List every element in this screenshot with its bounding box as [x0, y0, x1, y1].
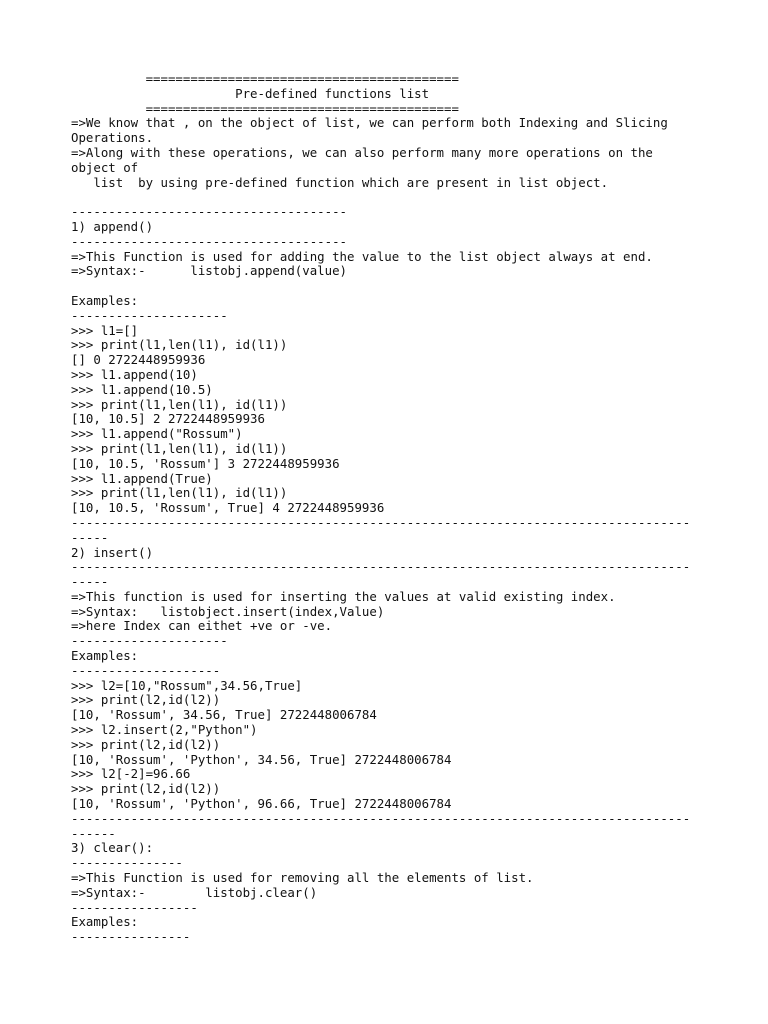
section-rule: ---------------: [71, 855, 183, 871]
examples-rule: ---------------------: [71, 307, 228, 323]
code-output: [10, 'Rossum', 34.56, True] 2722448006784: [71, 707, 377, 723]
section-rule: -----------------------------------------------------------------------------------: [71, 810, 691, 826]
examples-rule: -----------------: [71, 899, 198, 915]
code-output: [10, 10.5, 'Rossum'] 3 2722448959936: [71, 455, 340, 471]
description-text: =>This Function is used for removing all the elements of list.: [71, 870, 534, 886]
blank-line: [71, 279, 751, 294]
code-line: >>> l2.insert(2,"Python"): [71, 722, 258, 738]
section-rule: ------: [71, 825, 116, 841]
header-rule-top: ==========================================: [71, 71, 459, 86]
examples-rule: ----------------: [71, 929, 191, 945]
code-line: >>> print(l1,len(l1), id(l1)): [71, 337, 288, 353]
code-line: >>> l2=[10,"Rossum",34.56,True]: [71, 677, 303, 693]
description-text: =>here Index can eithet +ve or -ve.: [71, 618, 333, 634]
examples-rule: ---------------------: [71, 633, 228, 649]
code-line: >>> l1=[]: [71, 322, 139, 338]
examples-label: Examples:: [71, 292, 139, 308]
code-line: >>> l1.append(10.5): [71, 381, 213, 397]
intro-text: object of: [71, 159, 139, 175]
section-rule: -----------------------------------------------------------------------------------: [71, 559, 691, 575]
code-line: >>> print(l2,id(l2)): [71, 736, 221, 752]
code-line: >>> print(l1,len(l1), id(l1)): [71, 440, 288, 456]
code-line: >>> l1.append(10): [71, 366, 198, 382]
section-heading-append: 1) append(): [71, 218, 154, 234]
code-line: >>> l1.append(True): [71, 470, 213, 486]
header-rule-bottom: ==========================================: [71, 100, 459, 116]
intro-text: Operations.: [71, 130, 154, 146]
syntax-text: =>Syntax:- listobj.clear(): [71, 884, 318, 900]
intro-text: =>Along with these operations, we can also perform many more operations on the: [71, 144, 653, 160]
document-title: Pre-defined functions list: [71, 85, 430, 101]
section-rule: -----: [71, 574, 109, 590]
section-rule: -------------------------------------: [71, 233, 348, 249]
section-rule: -------------------------------------: [71, 204, 348, 220]
syntax-text: =>Syntax:- listobj.append(value): [71, 263, 348, 279]
examples-label: Examples:: [71, 648, 139, 664]
document-page: [71, 72, 751, 945]
section-rule: -----------------------------------------------------------------------------------: [71, 514, 691, 530]
code-line: >>> print(l1,len(l1), id(l1)): [71, 485, 288, 501]
section-rule: -----: [71, 529, 109, 545]
blank-line: [71, 190, 751, 205]
code-line: >>> print(l2,id(l2)): [71, 781, 221, 797]
intro-text: list by using pre-defined function which are present in list object.: [71, 174, 609, 190]
section-heading-clear: 3) clear():: [71, 840, 154, 856]
code-output: [10, 10.5, 'Rossum', True] 4 2722448959936: [71, 500, 385, 516]
code-line: >>> l2[-2]=96.66: [71, 766, 191, 782]
code-output: [] 0 2722448959936: [71, 352, 206, 368]
examples-label: Examples:: [71, 914, 139, 930]
description-text: =>This Function is used for adding the value to the list object always at end.: [71, 248, 653, 264]
code-line: >>> print(l1,len(l1), id(l1)): [71, 396, 288, 412]
description-text: =>This function is used for inserting the values at valid existing index.: [71, 588, 616, 604]
syntax-text: =>Syntax: listobject.insert(index,Value): [71, 603, 385, 619]
code-line: >>> print(l2,id(l2)): [71, 692, 221, 708]
code-output: [10, 'Rossum', 'Python', 34.56, True] 2722448006784: [71, 751, 452, 767]
section-heading-insert: 2) insert(): [71, 544, 154, 560]
intro-text: =>We know that , on the object of list, we can perform both Indexing and Slicing: [71, 115, 668, 131]
code-line: >>> l1.append("Rossum"): [71, 426, 243, 442]
examples-rule: --------------------: [71, 662, 221, 678]
code-output: [10, 10.5] 2 2722448959936: [71, 411, 265, 427]
code-output: [10, 'Rossum', 'Python', 96.66, True] 2722448006784: [71, 796, 452, 812]
